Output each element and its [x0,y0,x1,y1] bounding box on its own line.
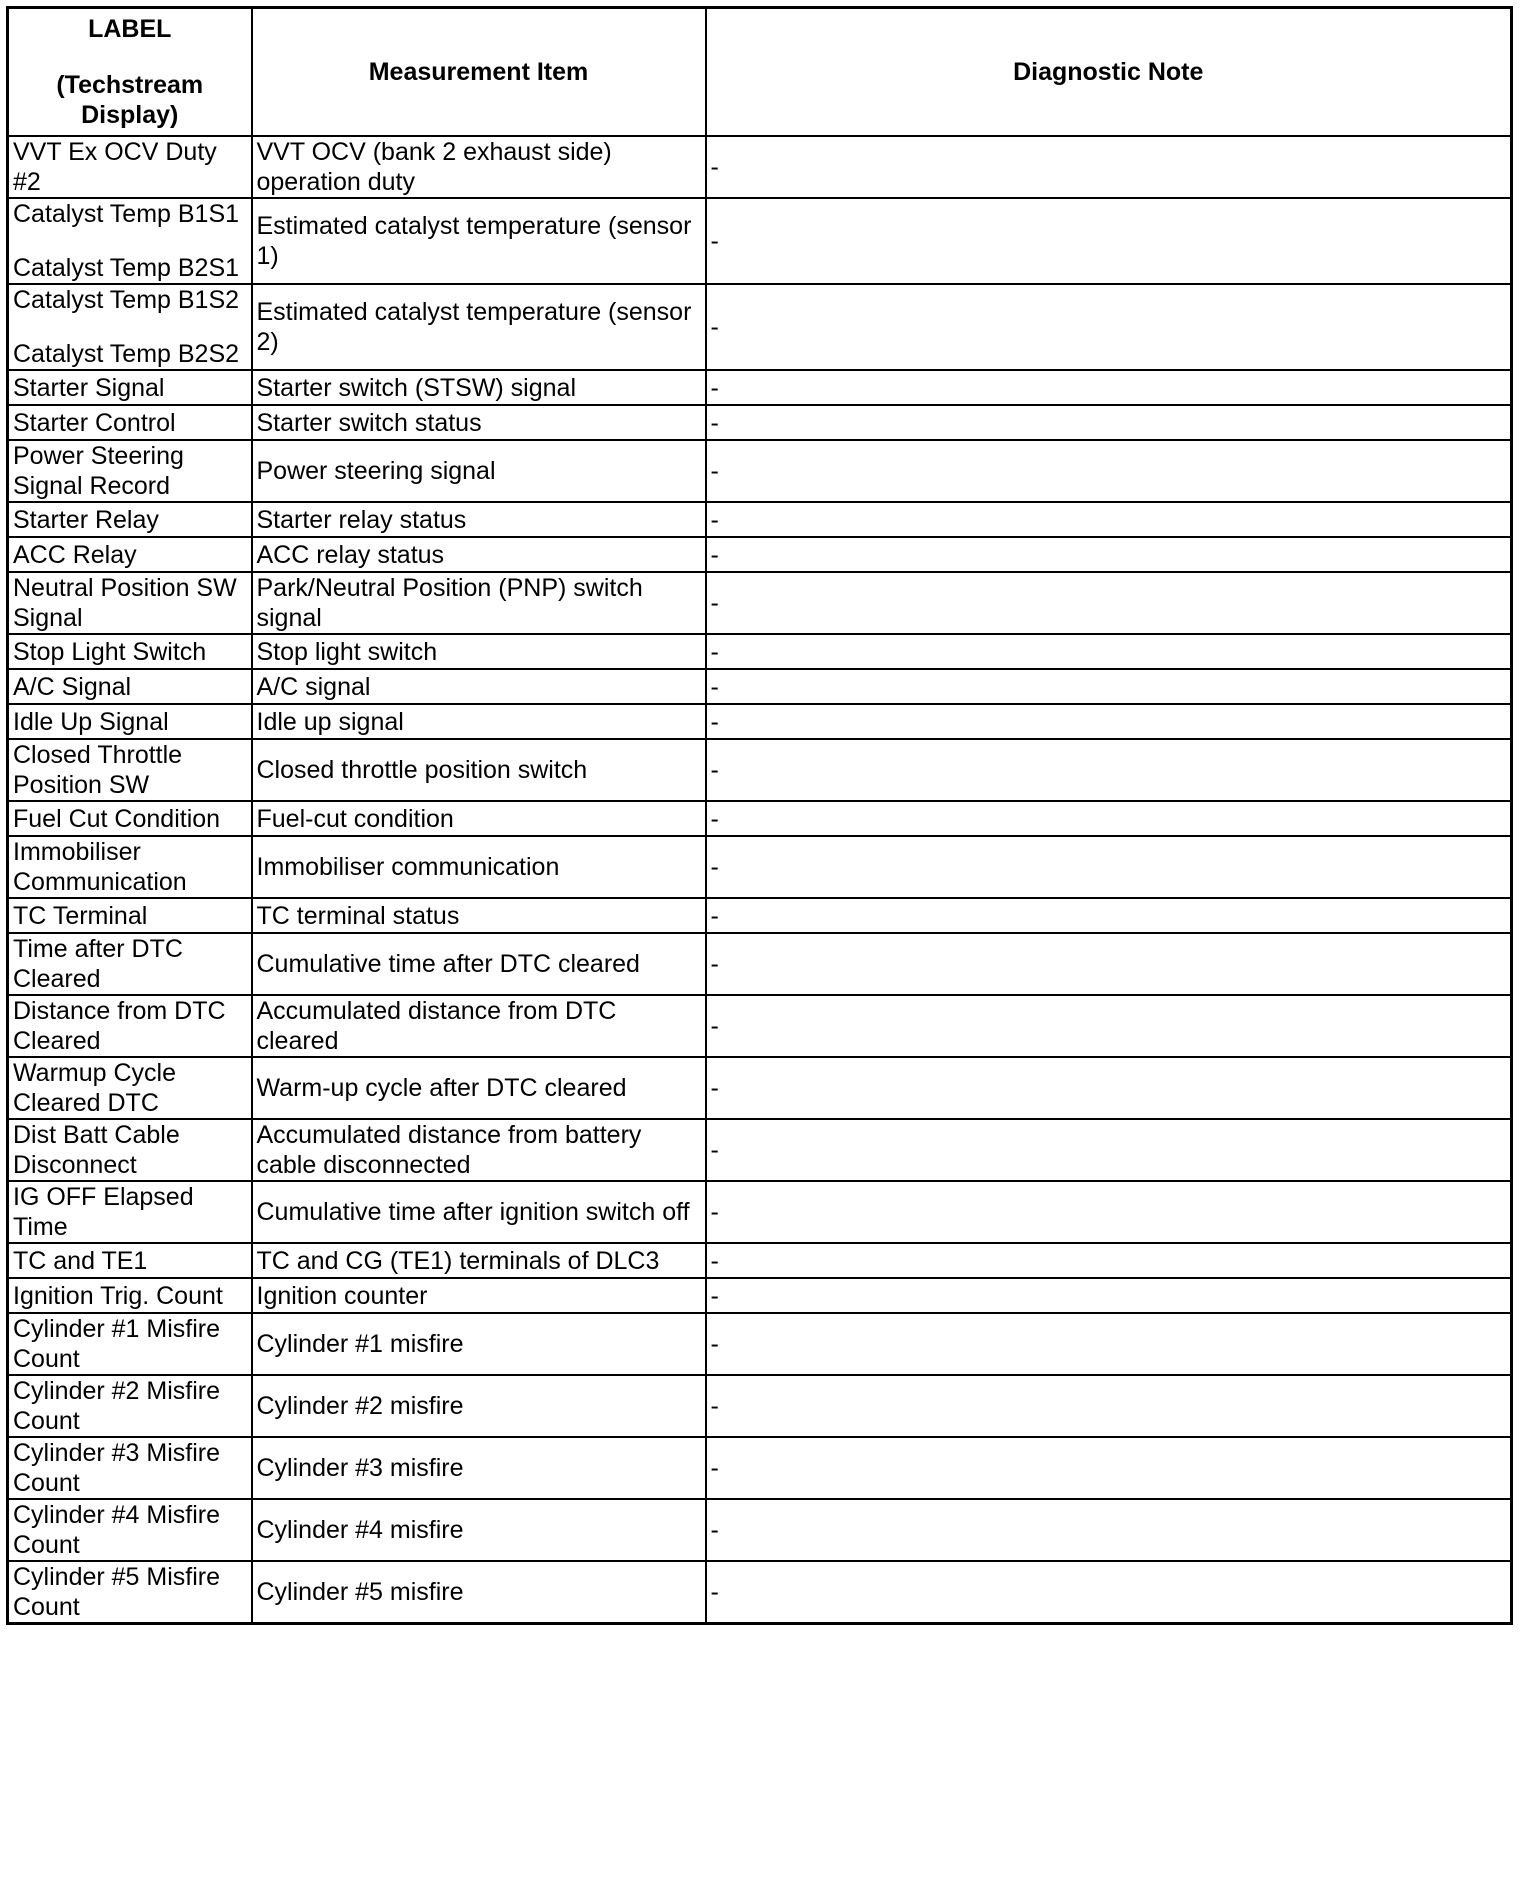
row-label: Starter Signal [13,373,165,402]
table-row [8,1181,1512,1243]
row-diagnostic-note: - [706,284,1512,370]
row-measurement-item: Estimated catalyst temperature (sensor 1) [252,198,706,284]
row-label: IG OFF Elapsed Time [13,1183,194,1241]
row-diagnostic-note: - [706,898,1512,933]
row-label: Warmup Cycle Cleared DTC [13,1059,176,1117]
table-row [8,1561,1512,1624]
row-measurement-item: Park/Neutral Position (PNP) switch signal [252,572,706,634]
row-measurement-item: Cylinder #1 misfire [252,1313,706,1375]
table-body [8,136,1512,1624]
row-label-cell [8,898,252,933]
table-row [8,1499,1512,1561]
table-row [8,198,1512,284]
row-measurement-item: Cumulative time after DTC cleared [252,933,706,995]
table-row [8,739,1512,801]
row-label: Stop Light Switch [13,637,207,666]
row-label: Starter Control [13,408,176,437]
table-row [8,405,1512,440]
row-label: Cylinder #2 Misfire Count [13,1377,221,1435]
row-measurement-item: Ignition counter [252,1278,706,1313]
table-header [8,8,1512,137]
row-diagnostic-note: - [706,669,1512,704]
row-diagnostic-note: - [706,739,1512,801]
row-label-cell [8,537,252,572]
table-row [8,502,1512,537]
row-diagnostic-note: - [706,198,1512,284]
table-row [8,669,1512,704]
table-row [8,801,1512,836]
row-diagnostic-note: - [706,1561,1512,1624]
row-diagnostic-note: - [706,801,1512,836]
table-row [8,1278,1512,1313]
row-measurement-item: Accumulated distance from battery cable disconnected [252,1119,706,1181]
row-label-cell [8,739,252,801]
row-diagnostic-note: - [706,1313,1512,1375]
row-label-cell [8,1057,252,1119]
row-label-cell [8,1437,252,1499]
row-label-cell [8,801,252,836]
row-label-cell [8,1243,252,1278]
row-measurement-item: VVT OCV (bank 2 exhaust side) operation duty [252,136,706,198]
row-label-cell [8,1278,252,1313]
row-label-cell [8,669,252,704]
row-label-cell [8,1313,252,1375]
row-diagnostic-note: - [706,136,1512,198]
row-label-cell [8,1499,252,1561]
row-measurement-item: Starter switch (STSW) signal [252,370,706,405]
header-row [8,8,1512,137]
row-label: TC Terminal [13,901,148,930]
row-label-cell [8,370,252,405]
row-measurement-item: Closed throttle position switch [252,739,706,801]
row-label: Idle Up Signal [13,707,169,736]
row-label-cell [8,405,252,440]
table-row [8,1243,1512,1278]
table-row [8,634,1512,669]
row-measurement-item: A/C signal [252,669,706,704]
row-diagnostic-note: - [706,634,1512,669]
row-measurement-item: Accumulated distance from DTC cleared [252,995,706,1057]
row-label: Immobiliser Communication [13,838,187,896]
row-measurement-item: Starter switch status [252,405,706,440]
row-diagnostic-note: - [706,1243,1512,1278]
row-label: Dist Batt Cable Disconnect [13,1121,180,1179]
row-measurement-item: Idle up signal [252,704,706,739]
table-row [8,537,1512,572]
table-row [8,1375,1512,1437]
table-row [8,572,1512,634]
row-label: Cylinder #4 Misfire Count [13,1501,221,1559]
row-diagnostic-note: - [706,836,1512,898]
table-row [8,1119,1512,1181]
row-label-cell [8,933,252,995]
row-measurement-item: ACC relay status [252,537,706,572]
row-label: Catalyst Temp B1S2 [13,286,240,314]
table-row [8,136,1512,198]
table-row [8,995,1512,1057]
row-diagnostic-note: - [706,704,1512,739]
row-measurement-item: Cylinder #2 misfire [252,1375,706,1437]
table-row [8,898,1512,933]
row-measurement-item: Cylinder #5 misfire [252,1561,706,1624]
row-label: Fuel Cut Condition [13,804,221,833]
row-diagnostic-note: - [706,502,1512,537]
header-measurement-item: Measurement Item [252,8,706,137]
row-label: ACC Relay [13,540,137,569]
row-measurement-item: Starter relay status [252,502,706,537]
row-measurement-item: Power steering signal [252,440,706,502]
table-row [8,1437,1512,1499]
row-measurement-item: TC and CG (TE1) terminals of DLC3 [252,1243,706,1278]
row-label-cell [8,1181,252,1243]
row-label-cell [8,704,252,739]
table-row [8,704,1512,739]
table-row [8,933,1512,995]
row-label: Cylinder #5 Misfire Count [13,1563,221,1621]
row-diagnostic-note: - [706,572,1512,634]
row-label-cell [8,1375,252,1437]
row-label-cell [8,995,252,1057]
row-measurement-item: Immobiliser communication [252,836,706,898]
row-label: Distance from DTC Cleared [13,997,226,1055]
row-label: VVT Ex OCV Duty #2 [13,138,217,196]
row-label: Cylinder #1 Misfire Count [13,1315,221,1373]
row-label: Catalyst Temp B2S1 [13,254,240,282]
row-diagnostic-note: - [706,1057,1512,1119]
row-measurement-item: Cylinder #3 misfire [252,1437,706,1499]
row-measurement-item: Stop light switch [252,634,706,669]
header-diagnostic-note: Diagnostic Note [706,8,1512,137]
row-label-cell [8,634,252,669]
row-label: Starter Relay [13,505,159,534]
row-measurement-item: Warm-up cycle after DTC cleared [252,1057,706,1119]
data-list-table [6,6,1513,1625]
row-measurement-item: Cumulative time after ignition switch off [252,1181,706,1243]
row-label: Neutral Position SW Signal [13,574,237,632]
row-label-cell [8,136,252,198]
row-label-cell [8,1561,252,1624]
row-diagnostic-note: - [706,1181,1512,1243]
row-label: Cylinder #3 Misfire Count [13,1439,221,1497]
row-label-cell [8,836,252,898]
header-label [8,8,252,137]
table-row [8,284,1512,370]
row-label: Catalyst Temp B1S1 [13,200,240,228]
row-measurement-item: Cylinder #4 misfire [252,1499,706,1561]
row-label-cell [8,284,252,370]
row-measurement-item: Fuel-cut condition [252,801,706,836]
row-label-cell [8,1119,252,1181]
header-label-main: LABEL [88,15,172,43]
row-measurement-item: TC terminal status [252,898,706,933]
row-label-cell [8,440,252,502]
row-label: Time after DTC Cleared [13,935,183,993]
table-row [8,1057,1512,1119]
row-label: Catalyst Temp B2S2 [13,340,240,368]
row-diagnostic-note: - [706,537,1512,572]
row-diagnostic-note: - [706,1499,1512,1561]
row-diagnostic-note: - [706,995,1512,1057]
table-row [8,836,1512,898]
row-diagnostic-note: - [706,1278,1512,1313]
row-diagnostic-note: - [706,370,1512,405]
header-label-sub: (Techstream Display) [56,71,204,129]
row-diagnostic-note: - [706,1437,1512,1499]
row-label: A/C Signal [13,672,132,701]
row-label-cell [8,572,252,634]
table-row [8,370,1512,405]
row-diagnostic-note: - [706,1119,1512,1181]
row-label: Closed Throttle Position SW [13,741,183,799]
row-diagnostic-note: - [706,1375,1512,1437]
table-row [8,440,1512,502]
table-row [8,1313,1512,1375]
row-measurement-item: Estimated catalyst temperature (sensor 2) [252,284,706,370]
row-label-cell [8,502,252,537]
row-label: Ignition Trig. Count [13,1281,223,1310]
row-diagnostic-note: - [706,933,1512,995]
row-diagnostic-note: - [706,440,1512,502]
row-label: Power Steering Signal Record [13,442,184,500]
row-label-cell [8,198,252,284]
row-label: TC and TE1 [13,1246,148,1275]
row-diagnostic-note: - [706,405,1512,440]
